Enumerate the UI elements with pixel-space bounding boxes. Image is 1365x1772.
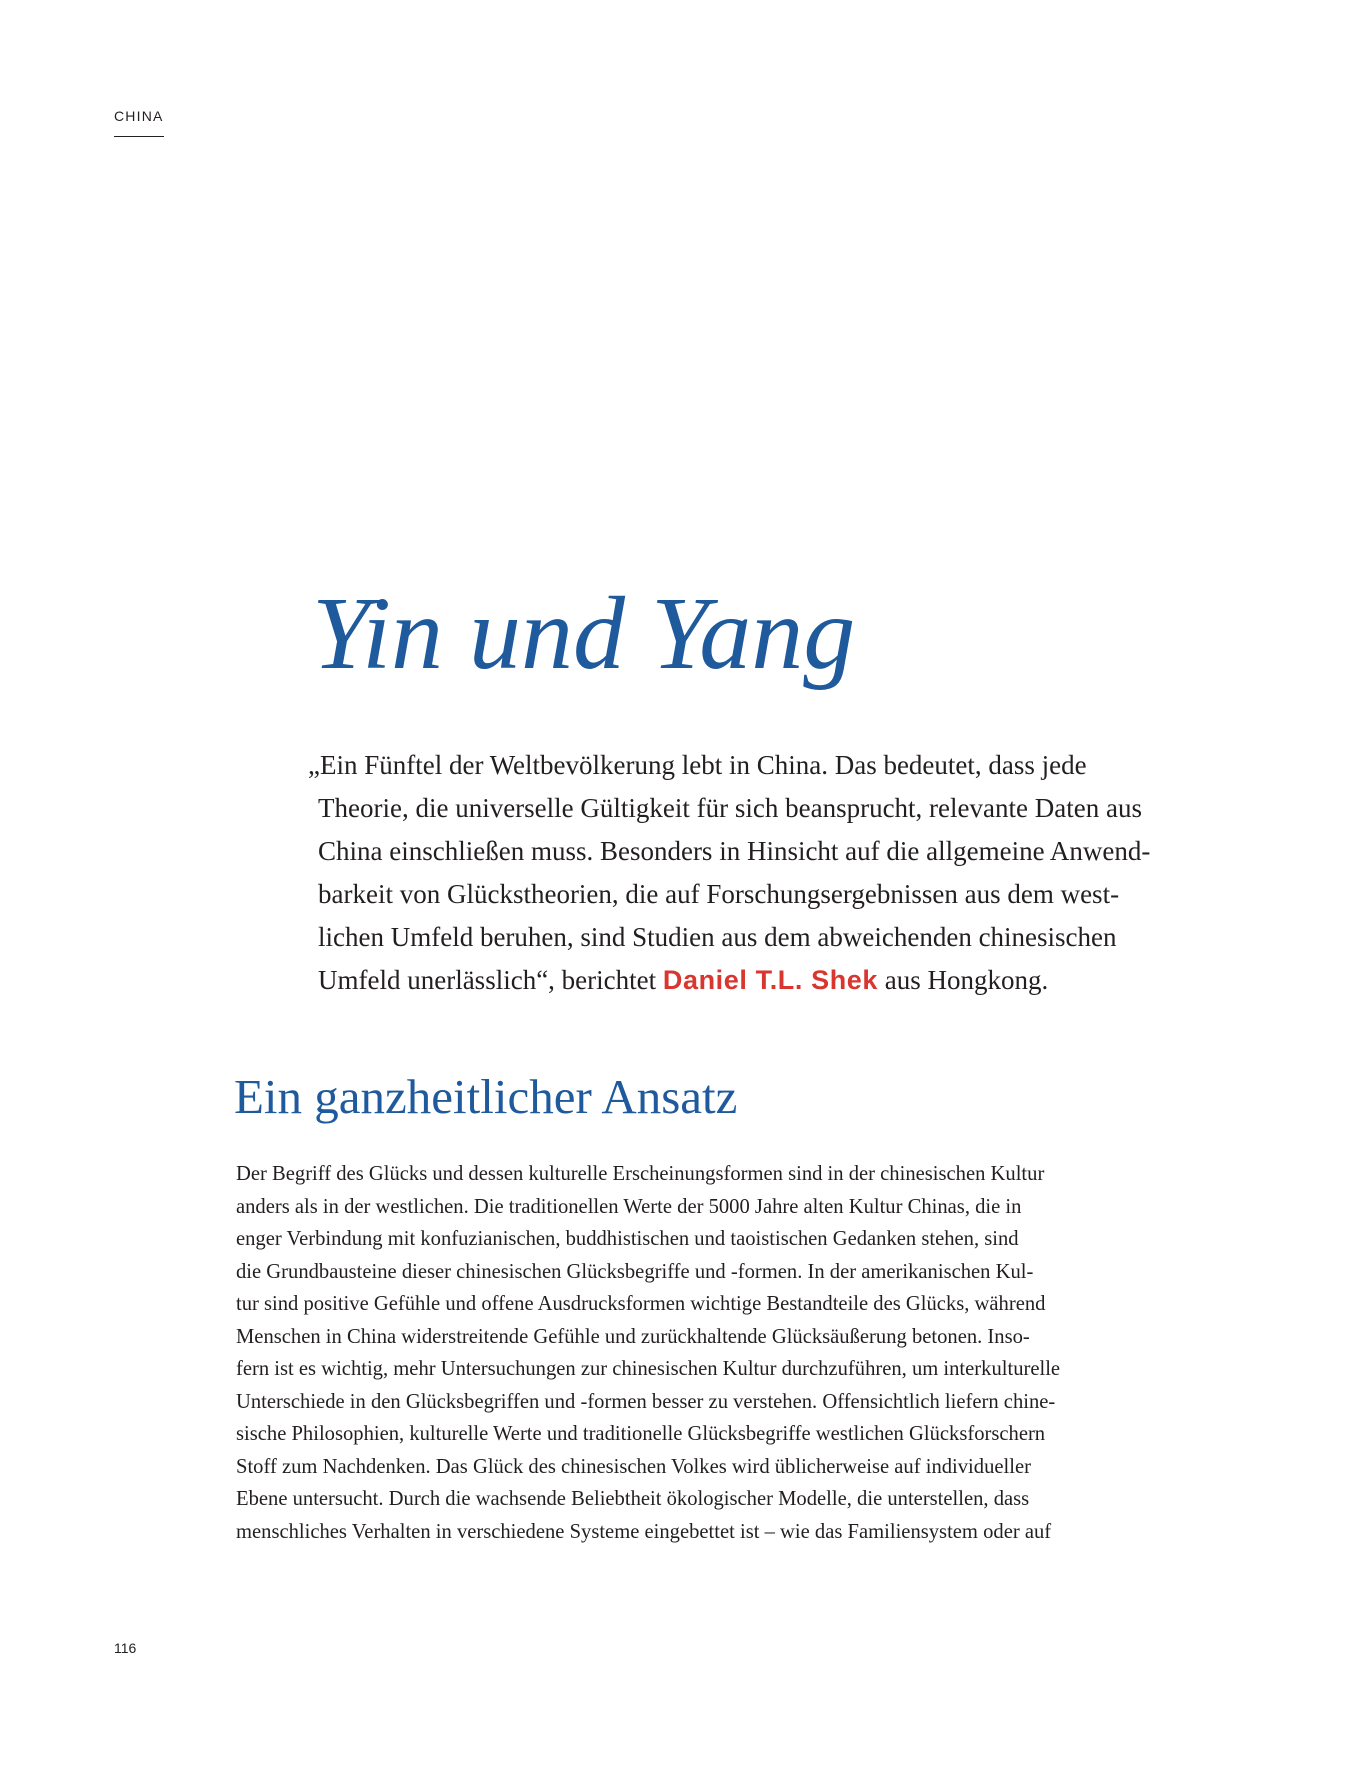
body-line: fern ist es wichtig, mehr Untersuchungen zur chinesischen Kultur durchzuführen, um interkulturelle — [236, 1358, 1061, 1380]
lead-text: aus Hongkong. — [878, 965, 1049, 995]
body-line: Menschen in China widerstreitende Gefühle und zurückhaltende Glücksäußerung betonen. Inso- — [236, 1325, 1030, 1348]
lead-paragraph — [308, 744, 1198, 1002]
author-name: Daniel T.L. Shek — [662, 965, 879, 995]
body-line: sische Philosophien, kulturelle Werte und traditionelle Glücksbegriffe westlichen Glücksforschern — [236, 1423, 1046, 1445]
body-line: Unterschiede in den Glücksbegriffen und -formen besser zu verstehen. Offensichtlich liefern chine- — [236, 1390, 1056, 1413]
section-rule — [114, 136, 164, 137]
body-line: Der Begriff des Glücks und dessen kulturelle Erscheinungsformen sind in der chinesischen Kultur — [236, 1163, 1045, 1185]
lead-line: barkeit von Glückstheorien, die auf Forschungsergebnissen aus dem west- — [318, 879, 1120, 909]
lead-line: „Ein Fünftel der Weltbevölkerung lebt in China. Das bedeutet, dass jede — [308, 750, 1087, 780]
lead-last-line — [318, 959, 1198, 1002]
page-number: 116 — [114, 1640, 137, 1656]
body-line: Ebene untersucht. Durch die wachsende Beliebtheit ökologischer Modelle, die unterstellen, dass — [236, 1488, 1030, 1510]
body-line: enger Verbindung mit konfuzianischen, buddhistischen und taoistischen Gedanken stehen, sind — [236, 1228, 1019, 1250]
lead-text: Umfeld unerlässlich“, berichtet — [318, 965, 663, 995]
body-line: menschliches Verhalten in verschiedene Systeme eingebettet ist – wie das Familiensystem oder auf — [236, 1520, 1052, 1543]
section-subheading: Ein ganzheitlicher Ansatz — [234, 1069, 738, 1124]
section-label: CHINA — [114, 108, 164, 124]
lead-line: lichen Umfeld beruhen, sind Studien aus dem abweichenden chinesischen — [318, 922, 1117, 952]
lead-line: Theorie, die universelle Gültigkeit für sich beansprucht, relevante Daten aus — [318, 793, 1142, 823]
body-line: die Grundbausteine dieser chinesischen Glücksbegriffe und -formen. In der amerikanischen Kul- — [236, 1260, 1034, 1283]
body-line: Stoff zum Nachdenken. Das Glück des chinesischen Volkes wird üblicherweise auf individueller — [236, 1455, 1031, 1478]
article-title: Yin und Yang — [312, 576, 856, 691]
body-line: tur sind positive Gefühle und offene Ausdrucksformen wichtige Bestandteile des Glücks, während — [236, 1293, 1046, 1315]
body-paragraph — [236, 1158, 1186, 1548]
body-line: anders als in der westlichen. Die traditionellen Werte der 5000 Jahre alten Kultur Chinas, die in — [236, 1195, 1022, 1218]
lead-line: China einschließen muss. Besonders in Hinsicht auf die allgemeine Anwend- — [318, 836, 1151, 866]
